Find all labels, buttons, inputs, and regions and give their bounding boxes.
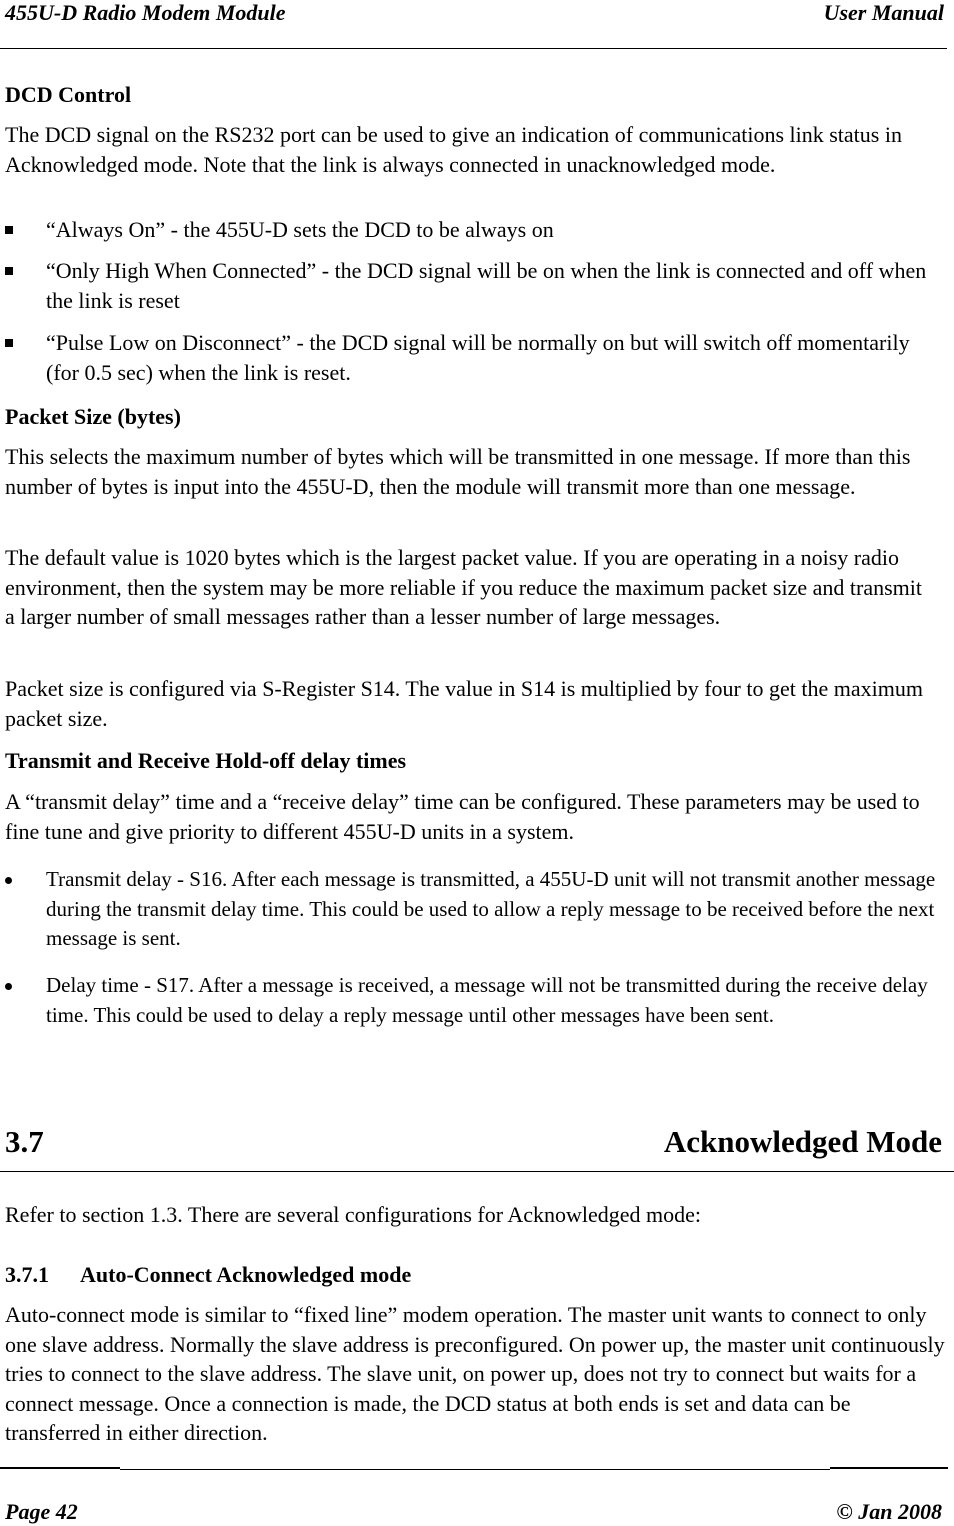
section-title: Acknowledged Mode: [663, 1124, 942, 1159]
dcd-bullet-2: [5, 256, 947, 316]
footer-page-number: Page 42: [5, 1499, 78, 1524]
square-bullet-icon: [5, 226, 13, 234]
dcd-bullet-1: [5, 215, 947, 245]
subsection-title: Auto-Connect Acknowledged mode: [80, 1262, 412, 1287]
dcd-bullet-3: [5, 328, 947, 388]
dcd-bullet-1-text: “Always On” - the 455U-D sets the DCD to be always on: [46, 217, 554, 242]
holdoff-bullet-1: [5, 865, 951, 955]
footer-copyright: © Jan 2008: [836, 1499, 942, 1524]
packet-paragraph-2: The default value is 1020 bytes which is the largest packet value. If you are operating in a noisy radio environment, then the system may be more reliable if you reduce the maximum packet size and transmit a larger number of small messages rather than a lesser number of large messages.: [5, 545, 922, 630]
section-number: 3.7: [5, 1124, 44, 1159]
packet-paragraph-3: Packet size is configured via S-Register S14. The value in S14 is multiplied by four to get the maximum packet size.: [5, 676, 923, 731]
square-bullet-icon: [5, 339, 13, 347]
footer-rule-middle: [120, 1469, 830, 1470]
footer-rule-left: [0, 1467, 120, 1469]
header-title: 455U-D Radio Modem Module: [5, 0, 286, 25]
section-rule: [0, 1171, 954, 1172]
dcd-bullet-3-text: “Pulse Low on Disconnect” - the DCD signal will be normally on but will switch off momentarily (for 0.5 sec) when the link is reset.: [46, 330, 910, 385]
subsection-paragraph: Auto-connect mode is similar to “fixed line” modem operation. The master unit wants to connect to only one slave address. Normally the slave address is preconfigured. On power up, the master unit continuously tries to connect to the slave address. The slave unit, on power up, does not try to connect but waits for a connect message. Once a connection is made, the DCD status at both ends is set and data can be transferred in either direction.: [5, 1302, 945, 1446]
round-bullet-icon: [5, 983, 12, 990]
dcd-bullet-2-text: “Only High When Connected” - the DCD signal will be on when the link is connected and off when the link is reset: [46, 258, 927, 313]
subsection-number: 3.7.1: [5, 1262, 49, 1287]
footer-rule-right: [830, 1467, 948, 1469]
packet-heading: Packet Size (bytes): [5, 404, 181, 429]
dcd-heading: DCD Control: [5, 82, 132, 107]
section-intro: Refer to section 1.3. There are several configurations for Acknowledged mode:: [5, 1202, 702, 1227]
packet-paragraph-1: This selects the maximum number of bytes which will be transmitted in one message. If more than this number of bytes is input into the 455U-D, then the module will transmit more than one message.: [5, 444, 911, 499]
square-bullet-icon: [5, 267, 13, 275]
dcd-intro: The DCD signal on the RS232 port can be used to give an indication of communications link status in Acknowledged mode. Note that the link is always connected in unacknowledged mode.: [5, 122, 902, 177]
holdoff-bullet-2-text: Delay time - S17. After a message is received, a message will not be transmitted during the receive delay time. This could be used to delay a reply message until other messages have been sent.: [46, 973, 928, 1027]
header-rule: [0, 48, 947, 49]
round-bullet-icon: [5, 877, 12, 884]
holdoff-bullet-2: [5, 971, 951, 1061]
holdoff-heading: Transmit and Receive Hold-off delay times: [5, 748, 407, 773]
holdoff-bullet-1-text: Transmit delay - S16. After each message is transmitted, a 455U-D unit will not transmit another message during the transmit delay time. This could be used to allow a reply message to be received before the next message is sent.: [46, 867, 936, 951]
holdoff-intro: A “transmit delay” time and a “receive delay” time can be configured. These parameters may be used to fine tune and give priority to different 455U-D units in a system.: [5, 789, 920, 844]
header-doc-type: User Manual: [823, 0, 944, 25]
